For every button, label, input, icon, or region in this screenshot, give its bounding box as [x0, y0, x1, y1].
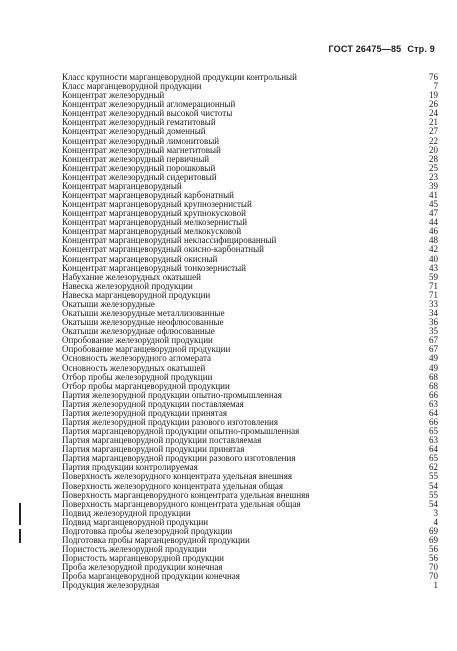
index-term: Концентрат марганцеворудный окисный	[62, 254, 218, 264]
index-page-ref: 21	[429, 117, 438, 128]
index-term: Концентрат железорудный магнетитовый	[62, 145, 221, 155]
index-entry	[62, 391, 438, 400]
index-term: Партия железорудной продукции принятая	[62, 408, 227, 418]
index-term: Отбор пробы железорудной продукции	[62, 372, 213, 382]
index-page-ref: 67	[429, 344, 438, 355]
index-page-ref: 64	[429, 407, 438, 418]
index-entry	[62, 318, 438, 327]
index-entry	[62, 236, 438, 245]
index-page-ref: 1	[433, 580, 438, 591]
index-term: Поверхность марганцеворудного концентрата удельная общая	[62, 499, 301, 509]
index-term: Концентрат марганцеворудный крупнозернистый	[62, 200, 252, 210]
index-term: Партия железорудной продукции опытно-промышленная	[62, 390, 282, 400]
index-entry	[62, 491, 438, 500]
index-entry	[62, 545, 438, 554]
index-entry	[62, 200, 438, 209]
index-term: Партия железорудной продукции разового изготовления	[62, 417, 279, 427]
index-page-ref: 59	[429, 271, 438, 282]
index-term: Подготовка пробы марганцеворудной продукции	[62, 535, 250, 545]
index-term: Основность железорудного агломерата	[62, 354, 212, 364]
index-page-ref: 69	[429, 525, 438, 536]
index-entry	[62, 436, 438, 445]
index-term: Навеска марганцеворудной продукции	[62, 290, 211, 300]
index-term: Концентрат железорудный доменный	[62, 127, 206, 137]
index-page-ref: 33	[429, 298, 438, 309]
index-entry	[62, 91, 438, 100]
index-page-ref: 36	[429, 317, 438, 328]
index-term: Проба железорудной продукции конечная	[62, 563, 223, 573]
index-entry	[62, 509, 438, 518]
index-page-ref: 47	[429, 208, 438, 219]
index-term: Отбор пробы марганцеворудной продукции	[62, 381, 230, 391]
index-term: Набухание железорудных окатышей	[62, 272, 201, 282]
index-term: Партия марганцеворудной продукции разового изготовления	[62, 454, 296, 464]
index-page-ref: 41	[429, 190, 438, 201]
index-term: Концентрат марганцеворудный тонкозернистый	[62, 263, 246, 273]
index-term: Поверхность железорудного концентрата удельная общая	[62, 481, 284, 491]
index-entry	[62, 354, 438, 363]
index-term: Опробование железорудной продукции	[62, 336, 213, 346]
index-page-ref: 67	[429, 335, 438, 346]
index-term: Пористость марганцеворудной продукции	[62, 554, 224, 564]
index-page-ref: 69	[429, 534, 438, 545]
index-page-ref: 64	[429, 444, 438, 455]
index-page-ref: 76	[429, 72, 438, 82]
index-entry	[62, 182, 438, 191]
index-term: Концентрат марганцеворудный крупнокусковой	[62, 209, 246, 219]
index-entry	[62, 146, 438, 155]
page-number: Стр. 9	[407, 44, 435, 54]
index-term: Поверхность железорудного концентрата удельная внешняя	[62, 472, 292, 482]
index-entry	[62, 327, 438, 336]
index-page-ref: 3	[433, 507, 438, 518]
index-page-ref: 55	[429, 471, 438, 482]
index-entry	[62, 282, 438, 291]
index-entry	[62, 382, 438, 391]
index-entry	[62, 454, 438, 463]
index-page-ref: 55	[429, 489, 438, 500]
index-entry	[62, 191, 438, 200]
index-page-ref: 42	[429, 244, 438, 255]
index-term: Концентрат железорудный лимонитовый	[62, 136, 220, 146]
index-page-ref: 22	[429, 135, 438, 146]
index-entry	[62, 418, 438, 427]
index-term: Основность железорудных окатышей	[62, 363, 206, 373]
index-page-ref: 35	[429, 326, 438, 337]
index-page-ref: 68	[429, 380, 438, 391]
index-term: Подвид железорудной продукции	[62, 508, 191, 518]
index-term: Партия марганцеворудной продукции поставляемая	[62, 436, 262, 446]
index-entry	[62, 155, 438, 164]
margin-mark	[19, 503, 21, 525]
index-entry	[62, 364, 438, 373]
index-entry	[62, 164, 438, 173]
index-entry	[62, 472, 438, 481]
index-page-ref: 27	[429, 126, 438, 137]
index-page-ref: 44	[429, 217, 438, 228]
index-term: Окатыши железорудные	[62, 299, 155, 309]
index-entry	[62, 536, 438, 545]
index-page-ref: 66	[429, 416, 438, 427]
index-term: Партия марганцеворудной продукции принятая	[62, 445, 245, 455]
index-page-ref: 24	[429, 108, 438, 119]
term-index	[62, 73, 438, 590]
index-entry	[62, 137, 438, 146]
index-entry	[62, 518, 438, 527]
index-entry	[62, 173, 438, 182]
index-page-ref: 63	[429, 398, 438, 409]
index-entry	[62, 527, 438, 536]
index-entry	[62, 209, 438, 218]
index-page-ref: 70	[429, 562, 438, 573]
index-page-ref: 48	[429, 235, 438, 246]
index-entry	[62, 336, 438, 345]
index-term: Концентрат железорудный сидеритовый	[62, 172, 217, 182]
index-term: Концентрат железорудный первичный	[62, 154, 210, 164]
standard-number: ГОСТ 26475—85	[328, 44, 402, 54]
index-page-ref: 26	[429, 99, 438, 110]
index-term: Пористость железорудной продукции	[62, 545, 207, 555]
index-page-ref: 49	[429, 362, 438, 373]
index-term: Концентрат железорудный гематитовый	[62, 118, 216, 128]
index-entry	[62, 400, 438, 409]
index-page-ref: 34	[429, 308, 438, 319]
index-entry	[62, 255, 438, 264]
margin-mark	[19, 529, 21, 543]
index-page-ref: 40	[429, 253, 438, 264]
index-term: Концентрат марганцеворудный неклассифицированный	[62, 236, 277, 246]
index-term: Концентрат марганцеворудный	[62, 181, 182, 191]
index-term: Опробование марганцеворудной продукции	[62, 345, 231, 355]
index-term: Подготовка пробы железорудной продукции	[62, 526, 233, 536]
index-term: Концентрат железорудный порошковый	[62, 163, 216, 173]
index-page-ref: 4	[433, 516, 438, 527]
index-page-ref: 45	[429, 199, 438, 210]
index-entry	[62, 127, 438, 136]
index-term: Окатыши железорудные неофлюсованные	[62, 318, 224, 328]
index-term: Концентрат марганцеворудный мелкокусковой	[62, 227, 242, 237]
index-term: Класс крупности марганцеворудной продукции контрольный	[62, 73, 297, 82]
index-page-ref: 23	[429, 171, 438, 182]
index-page-ref: 71	[429, 280, 438, 291]
index-page-ref: 19	[429, 90, 438, 101]
index-entry	[62, 427, 438, 436]
index-page-ref: 49	[429, 353, 438, 364]
index-page-ref: 63	[429, 435, 438, 446]
index-term: Подвид марганцеворудной продукции	[62, 517, 209, 527]
index-entry	[62, 373, 438, 382]
page-header	[322, 44, 435, 54]
index-term: Концентрат железорудный	[62, 91, 165, 101]
index-page-ref: 65	[429, 453, 438, 464]
index-page-ref: 25	[429, 162, 438, 173]
index-page-ref: 62	[429, 462, 438, 473]
index-page-ref: 70	[429, 571, 438, 582]
index-term: Концентрат железорудный агломерационный	[62, 100, 236, 110]
index-term: Окатыши железорудные металлизованные	[62, 309, 225, 319]
index-term: Партия железорудной продукции поставляемая	[62, 399, 244, 409]
index-term: Продукция железорудная	[62, 581, 160, 591]
index-entry	[62, 264, 438, 273]
index-entry	[62, 291, 438, 300]
index-page-ref: 66	[429, 389, 438, 400]
index-term: Класс марганцеворудной продукции	[62, 82, 202, 92]
index-page-ref: 7	[433, 81, 438, 92]
index-page-ref: 68	[429, 371, 438, 382]
index-term: Поверхность марганцеворудного концентрата удельная внешняя	[62, 490, 310, 500]
index-entry	[62, 563, 438, 572]
index-page-ref: 54	[429, 498, 438, 509]
index-entry	[62, 445, 438, 454]
index-entry	[62, 82, 438, 91]
index-term: Концентрат марганцеворудный мелкозернистый	[62, 218, 248, 228]
index-entry	[62, 245, 438, 254]
index-term: Партия марганцеворудной продукции опытно-промышленная	[62, 427, 300, 437]
index-term: Концентрат марганцеворудный окисно-карбонатный	[62, 245, 264, 255]
index-page-ref: 20	[429, 144, 438, 155]
index-entry	[62, 300, 438, 309]
index-term: Концентрат марганцеворудный карбонатный	[62, 191, 234, 201]
index-page-ref: 56	[429, 553, 438, 564]
index-entry	[62, 73, 438, 82]
index-entry	[62, 554, 438, 563]
index-page-ref: 54	[429, 480, 438, 491]
index-entry	[62, 345, 438, 354]
index-term: Концентрат железорудный высокой чистоты	[62, 109, 233, 119]
index-page-ref: 28	[429, 153, 438, 164]
index-entry	[62, 109, 438, 118]
index-entry	[62, 227, 438, 236]
index-page-ref: 43	[429, 262, 438, 273]
index-term: Навеска железорудной продукции	[62, 281, 193, 291]
index-entry	[62, 118, 438, 127]
index-entry	[62, 309, 438, 318]
index-entry	[62, 218, 438, 227]
index-entry	[62, 273, 438, 282]
index-term: Окатыши железорудные офлюсованные	[62, 327, 215, 337]
index-entry	[62, 463, 438, 472]
index-page-ref: 71	[429, 289, 438, 300]
index-entry	[62, 409, 438, 418]
index-term: Партия продукции контролируемая	[62, 463, 198, 473]
index-entry	[62, 482, 438, 491]
index-page-ref: 65	[429, 426, 438, 437]
index-entry	[62, 581, 438, 590]
index-entry	[62, 500, 438, 509]
index-entry	[62, 572, 438, 581]
index-entry	[62, 100, 438, 109]
index-term: Проба марганцеворудной продукции конечная	[62, 572, 240, 582]
index-page-ref: 46	[429, 226, 438, 237]
index-page-ref: 39	[429, 180, 438, 191]
index-page-ref: 56	[429, 544, 438, 555]
